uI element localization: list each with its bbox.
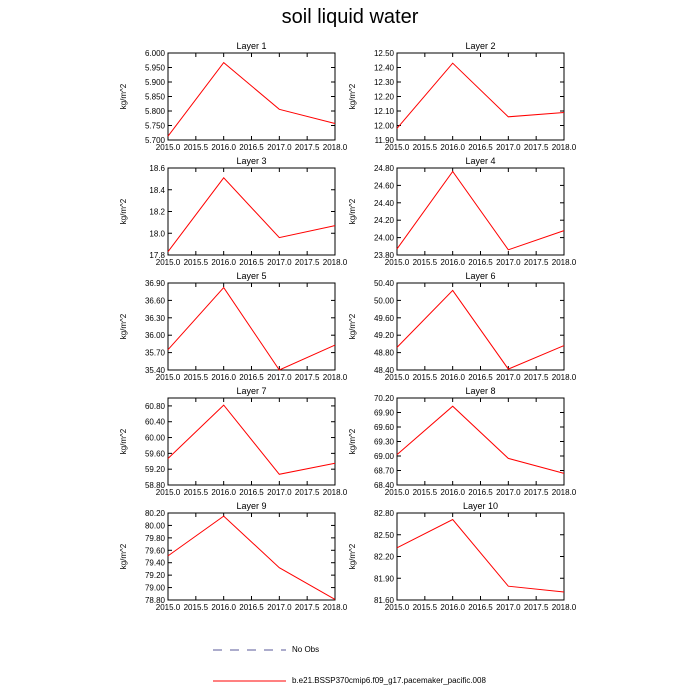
x-tick-label: 2016.0 bbox=[440, 258, 465, 267]
x-tick-label: 2017.5 bbox=[294, 373, 320, 382]
x-tick-label: 2017.0 bbox=[496, 603, 521, 612]
y-tick-label: 12.40 bbox=[373, 63, 394, 73]
x-tick-label: 2017.5 bbox=[523, 488, 549, 497]
series-line bbox=[397, 290, 564, 369]
plot-frame bbox=[168, 398, 335, 485]
y-tick-label: 48.40 bbox=[373, 366, 394, 375]
x-tick-label: 2017.5 bbox=[294, 258, 320, 267]
y-axis-label: kg/m^2 bbox=[348, 83, 357, 110]
y-tick-label: 81.90 bbox=[373, 574, 394, 584]
x-tick-label: 2018.0 bbox=[551, 258, 577, 267]
panel-title: Layer 10 bbox=[462, 501, 499, 511]
x-tick-label: 2016.5 bbox=[239, 603, 264, 612]
x-tick-label: 2017.0 bbox=[267, 258, 292, 267]
x-tick-label: 2015.5 bbox=[183, 488, 209, 497]
y-tick-label: 69.60 bbox=[373, 423, 394, 432]
y-tick-label: 24.00 bbox=[373, 233, 394, 243]
x-tick-label: 2018.0 bbox=[322, 603, 348, 612]
x-tick-label: 2016.0 bbox=[211, 488, 236, 497]
plot-frame bbox=[168, 513, 335, 600]
y-tick-label: 58.80 bbox=[144, 481, 165, 490]
x-tick-label: 2018.0 bbox=[551, 603, 577, 612]
series-line bbox=[397, 172, 564, 250]
panel-layer-2 bbox=[348, 41, 577, 152]
y-tick-label: 48.80 bbox=[373, 348, 394, 358]
y-tick-label: 12.20 bbox=[373, 92, 394, 102]
x-tick-label: 2015.0 bbox=[155, 373, 181, 382]
y-tick-label: 79.80 bbox=[144, 533, 165, 543]
x-tick-label: 2018.0 bbox=[551, 488, 577, 497]
x-tick-label: 2017.0 bbox=[267, 373, 292, 382]
x-tick-label: 2017.5 bbox=[294, 143, 320, 152]
x-tick-label: 2015.0 bbox=[155, 258, 181, 267]
y-tick-label: 24.40 bbox=[373, 198, 394, 208]
y-tick-label: 18.6 bbox=[149, 164, 165, 173]
y-tick-label: 69.30 bbox=[373, 437, 394, 447]
y-tick-label: 79.00 bbox=[144, 583, 165, 593]
panel-title: Layer 8 bbox=[465, 386, 496, 396]
x-tick-label: 2015.0 bbox=[384, 603, 410, 612]
x-tick-label: 2016.5 bbox=[239, 373, 264, 382]
y-axis-label: kg/m^2 bbox=[119, 313, 128, 340]
plot-frame bbox=[397, 53, 564, 140]
x-tick-label: 2015.5 bbox=[183, 603, 209, 612]
plot-frame bbox=[397, 513, 564, 600]
y-tick-label: 79.40 bbox=[144, 558, 165, 568]
y-tick-label: 60.80 bbox=[144, 401, 165, 411]
x-tick-label: 2017.5 bbox=[294, 603, 320, 612]
x-tick-label: 2015.0 bbox=[155, 603, 181, 612]
x-tick-label: 2016.5 bbox=[468, 603, 493, 612]
x-tick-label: 2015.5 bbox=[412, 488, 438, 497]
y-tick-label: 5.900 bbox=[144, 78, 165, 87]
y-tick-label: 36.00 bbox=[144, 331, 165, 341]
series-line bbox=[168, 405, 335, 474]
panel-title: Layer 4 bbox=[465, 156, 496, 166]
x-tick-label: 2016.0 bbox=[211, 373, 236, 382]
y-axis-label: kg/m^2 bbox=[119, 543, 128, 570]
y-tick-label: 79.20 bbox=[144, 571, 165, 581]
x-tick-label: 2015.5 bbox=[183, 258, 209, 267]
x-tick-label: 2017.5 bbox=[523, 143, 549, 152]
y-tick-label: 23.80 bbox=[373, 251, 394, 260]
y-tick-label: 49.20 bbox=[373, 331, 394, 341]
y-tick-label: 5.750 bbox=[144, 121, 165, 131]
x-tick-label: 2017.0 bbox=[267, 603, 292, 612]
x-tick-label: 2018.0 bbox=[322, 143, 348, 152]
y-tick-label: 50.40 bbox=[373, 279, 394, 288]
plot-frame bbox=[168, 168, 335, 255]
x-tick-label: 2015.0 bbox=[384, 488, 410, 497]
series-line bbox=[397, 406, 564, 473]
y-tick-label: 49.60 bbox=[373, 313, 394, 323]
x-tick-label: 2015.0 bbox=[155, 143, 181, 152]
x-tick-label: 2016.5 bbox=[468, 143, 493, 152]
x-tick-label: 2018.0 bbox=[322, 488, 348, 497]
panel-title: Layer 1 bbox=[236, 41, 267, 51]
x-tick-label: 2016.5 bbox=[239, 143, 264, 152]
x-tick-label: 2015.5 bbox=[412, 258, 438, 267]
x-tick-label: 2017.0 bbox=[496, 488, 521, 497]
panel-layer-6 bbox=[348, 271, 577, 382]
y-tick-label: 18.0 bbox=[149, 229, 165, 239]
panel-title: Layer 3 bbox=[236, 156, 267, 166]
x-tick-label: 2016.0 bbox=[440, 603, 465, 612]
y-tick-label: 12.00 bbox=[373, 121, 394, 131]
panel-title: Layer 5 bbox=[236, 271, 267, 281]
y-tick-label: 68.70 bbox=[373, 466, 394, 476]
y-tick-label: 24.80 bbox=[373, 164, 394, 173]
series-line bbox=[168, 516, 335, 599]
y-tick-label: 69.00 bbox=[373, 452, 394, 461]
x-tick-label: 2016.5 bbox=[468, 488, 493, 497]
series-line bbox=[168, 288, 335, 370]
y-tick-label: 69.90 bbox=[373, 408, 394, 418]
y-axis-label: kg/m^2 bbox=[119, 198, 128, 225]
y-axis-label: kg/m^2 bbox=[348, 428, 357, 455]
x-tick-label: 2018.0 bbox=[322, 258, 348, 267]
y-tick-label: 12.30 bbox=[373, 78, 394, 87]
x-tick-label: 2017.5 bbox=[523, 373, 549, 382]
x-tick-label: 2015.5 bbox=[412, 373, 438, 382]
x-tick-label: 2015.0 bbox=[384, 258, 410, 267]
y-tick-label: 68.40 bbox=[373, 481, 394, 490]
y-tick-label: 79.60 bbox=[144, 546, 165, 556]
y-tick-label: 82.80 bbox=[373, 509, 394, 518]
series-line bbox=[168, 178, 335, 252]
x-tick-label: 2016.0 bbox=[440, 143, 465, 152]
y-tick-label: 6.000 bbox=[144, 49, 165, 58]
y-tick-label: 5.800 bbox=[144, 107, 165, 116]
y-tick-label: 70.20 bbox=[373, 394, 394, 403]
x-tick-label: 2018.0 bbox=[551, 143, 577, 152]
panel-layer-9 bbox=[119, 501, 348, 612]
series-line bbox=[397, 63, 564, 128]
x-tick-label: 2016.0 bbox=[211, 258, 236, 267]
y-tick-label: 60.00 bbox=[144, 433, 165, 443]
y-tick-label: 17.8 bbox=[149, 251, 165, 260]
series-line bbox=[168, 63, 335, 137]
y-tick-label: 18.4 bbox=[149, 185, 165, 195]
y-tick-label: 5.950 bbox=[144, 63, 165, 73]
x-tick-label: 2015.0 bbox=[155, 488, 181, 497]
y-tick-label: 5.850 bbox=[144, 92, 165, 102]
y-tick-label: 24.20 bbox=[373, 216, 394, 226]
plot-frame bbox=[397, 283, 564, 370]
x-tick-label: 2015.5 bbox=[412, 143, 438, 152]
y-tick-label: 81.60 bbox=[373, 596, 394, 605]
y-tick-label: 80.20 bbox=[144, 509, 165, 518]
x-tick-label: 2016.0 bbox=[211, 143, 236, 152]
panel-title: Layer 6 bbox=[465, 271, 496, 281]
y-axis-label: kg/m^2 bbox=[119, 428, 128, 455]
x-tick-label: 2015.5 bbox=[183, 143, 209, 152]
y-tick-label: 59.20 bbox=[144, 465, 165, 475]
y-tick-label: 36.90 bbox=[144, 279, 165, 288]
y-axis-label: kg/m^2 bbox=[348, 313, 357, 340]
x-tick-label: 2016.5 bbox=[239, 488, 264, 497]
y-tick-label: 36.30 bbox=[144, 313, 165, 323]
y-tick-label: 18.2 bbox=[149, 207, 165, 217]
x-tick-label: 2017.0 bbox=[496, 143, 521, 152]
panel-title: Layer 2 bbox=[465, 41, 496, 51]
y-tick-label: 36.60 bbox=[144, 296, 165, 306]
x-tick-label: 2017.0 bbox=[267, 143, 292, 152]
x-tick-label: 2017.5 bbox=[294, 488, 320, 497]
y-tick-label: 5.700 bbox=[144, 136, 165, 145]
y-tick-label: 24.60 bbox=[373, 181, 394, 191]
y-tick-label: 50.00 bbox=[373, 296, 394, 306]
x-tick-label: 2016.5 bbox=[468, 373, 493, 382]
x-tick-label: 2015.0 bbox=[384, 143, 410, 152]
panel-layer-8 bbox=[348, 386, 577, 497]
x-tick-label: 2016.5 bbox=[239, 258, 264, 267]
chart-title: soil liquid water bbox=[281, 6, 419, 28]
y-tick-label: 59.60 bbox=[144, 449, 165, 459]
y-tick-label: 12.50 bbox=[373, 49, 394, 58]
y-tick-label: 78.80 bbox=[144, 596, 165, 605]
y-tick-label: 82.20 bbox=[373, 552, 394, 562]
x-tick-label: 2016.0 bbox=[211, 603, 236, 612]
y-tick-label: 12.10 bbox=[373, 107, 394, 116]
legend-label-no-obs: No Obs bbox=[292, 645, 320, 654]
y-axis-label: kg/m^2 bbox=[348, 198, 357, 225]
y-tick-label: 11.90 bbox=[374, 136, 394, 145]
plot-frame bbox=[168, 283, 335, 370]
y-axis-label: kg/m^2 bbox=[348, 543, 357, 570]
plot-frame bbox=[168, 53, 335, 140]
y-axis-label: kg/m^2 bbox=[119, 83, 128, 110]
series-line bbox=[397, 520, 564, 593]
y-tick-label: 80.00 bbox=[144, 521, 165, 531]
x-tick-label: 2016.0 bbox=[440, 373, 465, 382]
x-tick-label: 2015.0 bbox=[384, 373, 410, 382]
x-tick-label: 2017.5 bbox=[523, 603, 549, 612]
y-tick-label: 60.40 bbox=[144, 417, 165, 427]
plot-frame bbox=[397, 398, 564, 485]
panel-layer-5 bbox=[119, 271, 348, 382]
x-tick-label: 2016.0 bbox=[440, 488, 465, 497]
x-tick-label: 2017.0 bbox=[496, 258, 521, 267]
x-tick-label: 2015.5 bbox=[183, 373, 209, 382]
panel-title: Layer 7 bbox=[236, 386, 267, 396]
panel-layer-1 bbox=[119, 41, 348, 152]
y-tick-label: 82.50 bbox=[373, 530, 394, 540]
panel-layer-7 bbox=[119, 386, 348, 497]
panel-title: Layer 9 bbox=[236, 501, 267, 511]
panel-layer-10 bbox=[348, 501, 577, 612]
x-tick-label: 2018.0 bbox=[551, 373, 577, 382]
y-tick-label: 35.40 bbox=[144, 366, 165, 375]
x-tick-label: 2017.0 bbox=[496, 373, 521, 382]
panel-layer-3 bbox=[119, 156, 348, 267]
x-tick-label: 2015.5 bbox=[412, 603, 438, 612]
panel-layer-4 bbox=[348, 156, 577, 267]
legend-label-model-run: b.e21.BSSP370cmip6.f09_g17.pacemaker_pacific.008 bbox=[292, 676, 486, 685]
x-tick-label: 2017.5 bbox=[523, 258, 549, 267]
y-tick-label: 35.70 bbox=[144, 348, 165, 358]
x-tick-label: 2016.5 bbox=[468, 258, 493, 267]
x-tick-label: 2018.0 bbox=[322, 373, 348, 382]
x-tick-label: 2017.0 bbox=[267, 488, 292, 497]
